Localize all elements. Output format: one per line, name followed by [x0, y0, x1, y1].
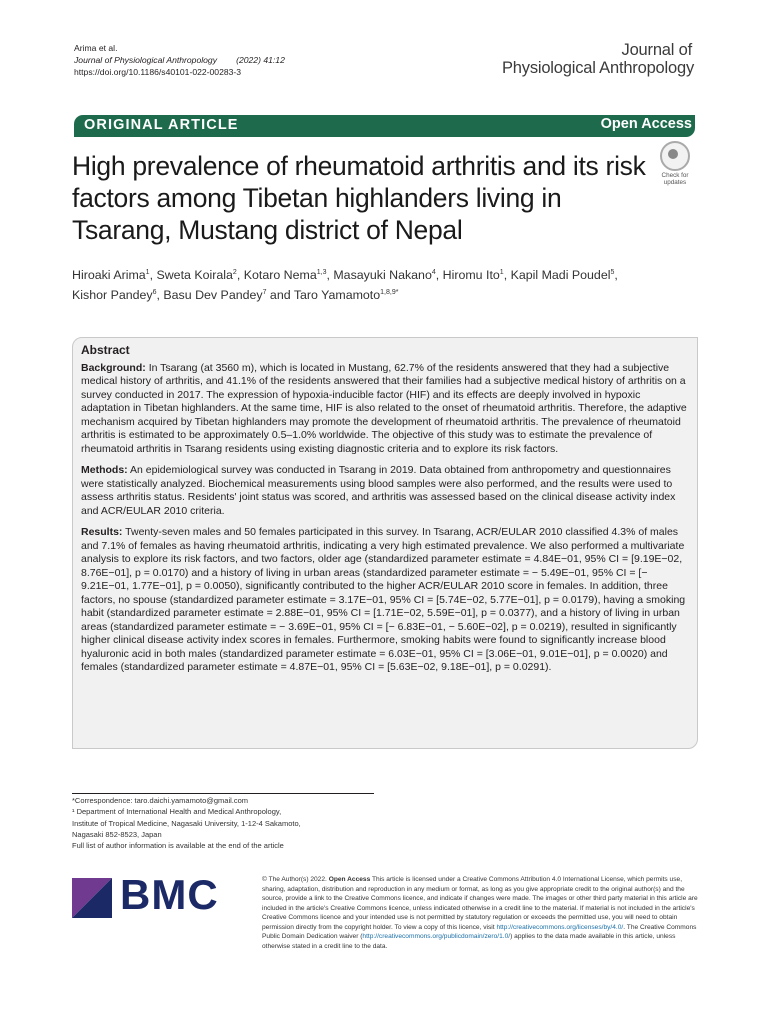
- check-updates-label: Check for updates: [661, 172, 689, 186]
- methods-text: An epidemiological survey was conducted in Tsarang in 2019. Data obtained from anthropometry and questionnaires were statistically analyzed. Biochemical measurements using blood samples were also performed, and the results were used to assess arthritis status. Residents' joint status was scored, and arthritis was assessed based on the clinical disease activity index and ACR/EULAR 2010 criteria.: [81, 464, 676, 517]
- doi-link[interactable]: https://doi.org/10.1186/s40101-022-00283-3: [74, 67, 242, 77]
- license-text-1: This article is licensed under a Creative Commons Attribution 4.0 International License, which permits use, sharing, adaptation, distribution and reproduction in any medium or format, as long as you give appropriate credit to the original author(s) and the source, provide a link to the Creative Commons licence, and indicate if changes were made. The images or other third party material in this article are included in the article's Creative Commons licence, unless indicated otherwise in a credit line to the material. If material is not included in the article's Creative Commons licence and your intended use is not permitted by statutory regulation or exceeds the permitted use, you will need to obtain permission directly from the copyright holder. To view a copy of this licence, visit: [262, 876, 698, 931]
- article-title: High prevalence of rheumatoid arthritis and its risk factors among Tibetan highlanders living in Tsarang, Mustang district of Nepal: [72, 151, 646, 245]
- author-name[interactable]: Kotaro Nema: [243, 268, 317, 283]
- abstract-background: [81, 362, 687, 457]
- open-access-bold: Open Access: [328, 876, 371, 883]
- journal-name-line1: Journal of: [621, 41, 692, 59]
- footnote-divider: [72, 793, 374, 794]
- open-access-label: Open Access: [600, 116, 692, 132]
- author-list: Hiroaki Arima$^1$, Sweta Koirala$^2$, Kotaro Nema$^{1,3}$, Masayuki Nakano$^4$, Hiromu Ito$^1$, Kapil Madi Poudel$^5$, Kishor Pandey$^6$, Basu Dev Pandey$^7$ and Taro Yamamoto$^{1,8,9*}$: [72, 268, 618, 303]
- abstract-results: [81, 526, 687, 675]
- author-affiliation: 1,8,9*: [380, 289, 399, 297]
- background-label: Background:: [81, 361, 146, 374]
- abstract-heading: Abstract: [81, 343, 130, 357]
- author-name[interactable]: Hiromu Ito: [442, 268, 500, 283]
- check-updates-icon: [660, 141, 690, 171]
- authors-short: Arima et al.: [74, 43, 118, 53]
- cc-by-link[interactable]: http://creativecommons.org/licenses/by/4.0/: [496, 923, 624, 931]
- author-affiliation: 1: [499, 269, 504, 276]
- results-text: Twenty-seven males and 50 females participated in this survey. In Tsarang, ACR/EULAR 2010 classified 4.3% of males and 7.1% of females as having rheumatoid arthritis, indicating a very high estimated prevalence. We also performed a multivariate analysis to explore its risk factors, and two factors, older age (standardized parameter estimate = 4.84E−01, 95% CI = [9.19E−02, 8.76E−01], p = 0.0170) and a history of living in urban areas (standardized parameter estimate = − 5.49E−01, 95% CI = [− 9.21E−01, 1.77E−01], p = 0.0050), significantly contributed to the higher ACR/EULAR 2010 score in females. In addition, three factors, no spouse (standardized parameter estimate = 3.17E−01, 95% CI = [5.74E−02, 5.77E−01], p = 0.0179), having a smoking habit (standardized parameter estimate = 2.88E−01, 95% CI = [1.71E−02, 5.59E−01], p = 0.0377), and a history of living in urban areas (standardized parameter estimate = − 3.69E−01, 95% CI = [− 6.83E−01, − 5.60E−02], p = 0.0219), resulted in significantly higher clinical disease activity index scores in females. Furthermore, smoking habits were found to significantly increase blood hyaluronic acid in both males (standardized parameter estimate = 6.03E−01, 95% CI = [3.06E−01, 9.01E−01], p = 0.0020) and females (standardized parameter estimate = 4.87E−01, 95% CI = [5.63E−02, 9.18E−01], p = 0.0291).: [81, 526, 686, 673]
- author-name[interactable]: Taro Yamamoto: [293, 288, 381, 303]
- author-name[interactable]: Masayuki Nakano: [333, 268, 432, 283]
- author-affiliation: 4: [431, 269, 436, 276]
- license-text-2: . The Creative Commons Public Domain Dedication waiver (: [262, 923, 697, 940]
- journal-cite-volume: (2022) 41:12: [236, 55, 285, 65]
- author-name[interactable]: Kishor Pandey: [72, 288, 153, 303]
- affiliation-line: ¹ Department of International Health and Medical Anthropology,: [72, 807, 282, 817]
- author-name[interactable]: Hiroaki Arima: [72, 268, 146, 283]
- affiliation-line: Nagasaki 852-8523, Japan: [72, 829, 162, 839]
- author-name[interactable]: Sweta Koirala: [156, 268, 233, 283]
- background-text: In Tsarang (at 3560 m), which is located in Mustang, 62.7% of the residents answered that they had a subjective medical history of arthritis, and 41.1% of the residents answered that their families had a subjective medical history of arthritis on a survey conducted in 2017. The expression of hypoxia-inducible factor (HIF) and its effects are deeply involved in hypoxic adaptation in Tibetan highlanders. At the same time, HIF is also related to the onset of rheumatoid arthritis. Therefore, the adaptive mechanism acquired by Tibetan highlanders may promote the development of rheumatoid arthritis. The prevalence of rheumatoid arthritis is estimated to be approximately 0.5–1.0% worldwide. The objective of this study was to estimate the prevalence of rheumatoid arthritis in Tsarang residents using existing diagnostic criteria and to explore its risk factors.: [81, 361, 687, 455]
- license-text-3: ) applies to the data made available in this article, unless otherwise stated in a credit line to the data.: [262, 933, 676, 950]
- footnote: [72, 795, 392, 851]
- correspondence[interactable]: *Correspondence: taro.daichi.yamamoto@gmail.com: [72, 796, 249, 805]
- journal-logo: [502, 41, 694, 77]
- license-statement: [262, 875, 698, 951]
- full-author-info-note: Full list of author information is available at the end of the article: [72, 841, 284, 851]
- author-affiliation: 7: [262, 289, 267, 297]
- affiliation-line: Institute of Tropical Medicine, Nagasaki University, 1-12-4 Sakamoto,: [72, 818, 301, 828]
- author-name[interactable]: Basu Dev Pandey: [163, 288, 263, 303]
- journal-cite-name: Journal of Physiological Anthropology: [74, 55, 217, 65]
- author-affiliation: 2: [232, 269, 237, 276]
- results-label: Results:: [81, 526, 123, 538]
- methods-label: Methods:: [81, 464, 128, 476]
- cc-zero-link[interactable]: http://creativecommons.org/publicdomain/zero/1.0/: [362, 933, 511, 940]
- author-affiliation: 1,3: [316, 269, 327, 276]
- copyright: © The Author(s) 2022.: [262, 876, 327, 883]
- abstract-methods: [81, 464, 687, 518]
- author-name[interactable]: Kapil Madi Poudel: [510, 268, 611, 283]
- citation-header: [74, 42, 285, 78]
- abstract-content: [81, 344, 687, 683]
- journal-name-line2: Physiological Anthropology: [501, 59, 694, 77]
- check-for-updates-badge[interactable]: [654, 141, 696, 186]
- author-affiliation: 5: [610, 269, 615, 276]
- article-type-label: ORIGINAL ARTICLE: [84, 117, 239, 133]
- publisher-logo-text: BMC: [120, 871, 219, 918]
- author-affiliation: 1: [145, 269, 150, 276]
- author-affiliation: 6: [152, 289, 157, 297]
